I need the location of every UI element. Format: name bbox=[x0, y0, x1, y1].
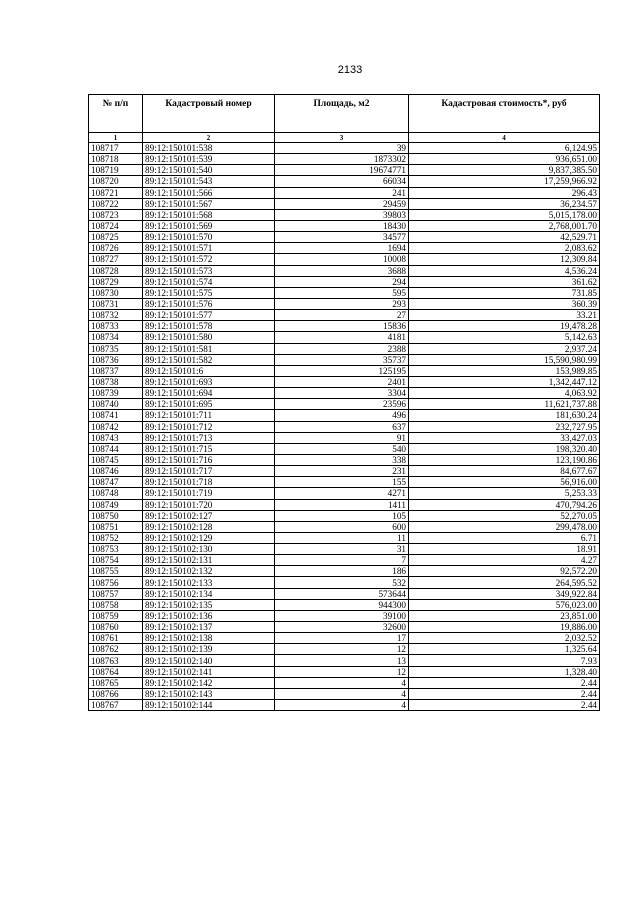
column-number: 3 bbox=[275, 133, 409, 143]
area-cell: 1411 bbox=[275, 499, 409, 510]
cadastral-value-cell: 1,325.64 bbox=[409, 644, 600, 655]
cadastral-value-cell: 23,851.00 bbox=[409, 610, 600, 621]
cadastral-value-cell: 2,768,001.70 bbox=[409, 220, 600, 231]
row-number-cell: 108760 bbox=[89, 622, 143, 633]
table-row bbox=[89, 688, 600, 699]
area-cell: 19674771 bbox=[275, 165, 409, 176]
cadastral-number-cell: 89:12:150102:127 bbox=[143, 510, 275, 521]
area-cell: 18430 bbox=[275, 220, 409, 231]
cadastral-value-cell: 296.43 bbox=[409, 187, 600, 198]
table-row bbox=[89, 276, 600, 287]
cadastral-value-cell: 2,083.62 bbox=[409, 243, 600, 254]
row-number-cell: 108718 bbox=[89, 154, 143, 165]
cadastral-number-cell: 89:12:150101:720 bbox=[143, 499, 275, 510]
cadastral-value-cell: 576,023.00 bbox=[409, 599, 600, 610]
cadastral-number-cell: 89:12:150101:567 bbox=[143, 198, 275, 209]
cadastral-value-cell: 2.44 bbox=[409, 700, 600, 711]
cadastral-value-cell: 36,234.57 bbox=[409, 198, 600, 209]
row-number-cell: 108759 bbox=[89, 610, 143, 621]
row-number-cell: 108735 bbox=[89, 343, 143, 354]
cadastral-number-cell: 89:12:150101:582 bbox=[143, 354, 275, 365]
row-number-cell: 108734 bbox=[89, 332, 143, 343]
area-cell: 125195 bbox=[275, 365, 409, 376]
table-row bbox=[89, 165, 600, 176]
cadastral-number-cell: 89:12:150101:718 bbox=[143, 477, 275, 488]
cadastral-value-cell: 12,309.84 bbox=[409, 254, 600, 265]
row-number-cell: 108751 bbox=[89, 521, 143, 532]
area-cell: 105 bbox=[275, 510, 409, 521]
cadastral-value-cell: 4,536.24 bbox=[409, 265, 600, 276]
cadastral-number-cell: 89:12:150101:716 bbox=[143, 454, 275, 465]
area-cell: 4 bbox=[275, 688, 409, 699]
row-number-cell: 108748 bbox=[89, 488, 143, 499]
cadastral-value-cell: 123,190.86 bbox=[409, 454, 600, 465]
cadastral-table bbox=[88, 94, 600, 711]
area-cell: 17 bbox=[275, 633, 409, 644]
row-number-cell: 108761 bbox=[89, 633, 143, 644]
table-row bbox=[89, 488, 600, 499]
row-number-cell: 108740 bbox=[89, 399, 143, 410]
cadastral-value-cell: 9,837,385.50 bbox=[409, 165, 600, 176]
row-number-cell: 108727 bbox=[89, 254, 143, 265]
area-cell: 39 bbox=[275, 143, 409, 154]
row-number-cell: 108722 bbox=[89, 198, 143, 209]
area-cell: 12 bbox=[275, 644, 409, 655]
area-cell: 27 bbox=[275, 310, 409, 321]
row-number-cell: 108742 bbox=[89, 421, 143, 432]
table-row bbox=[89, 700, 600, 711]
table-row bbox=[89, 432, 600, 443]
cadastral-value-cell: 17,259,966.92 bbox=[409, 176, 600, 187]
table-row bbox=[89, 143, 600, 154]
area-cell: 186 bbox=[275, 566, 409, 577]
cadastral-value-cell: 7.93 bbox=[409, 655, 600, 666]
area-cell: 3304 bbox=[275, 388, 409, 399]
cadastral-number-cell: 89:12:150101:569 bbox=[143, 220, 275, 231]
table-row bbox=[89, 198, 600, 209]
table-row bbox=[89, 610, 600, 621]
table-row bbox=[89, 376, 600, 387]
area-cell: 11 bbox=[275, 532, 409, 543]
table-row bbox=[89, 399, 600, 410]
table-row bbox=[89, 666, 600, 677]
row-number-cell: 108733 bbox=[89, 321, 143, 332]
table-row bbox=[89, 555, 600, 566]
cadastral-number-cell: 89:12:150101:715 bbox=[143, 443, 275, 454]
cadastral-number-cell: 89:12:150102:132 bbox=[143, 566, 275, 577]
cadastral-number-cell: 89:12:150101:580 bbox=[143, 332, 275, 343]
row-number-cell: 108731 bbox=[89, 298, 143, 309]
area-cell: 4271 bbox=[275, 488, 409, 499]
cadastral-number-cell: 89:12:150101:719 bbox=[143, 488, 275, 499]
cadastral-value-cell: 1,342,447.12 bbox=[409, 376, 600, 387]
column-number: 2 bbox=[143, 133, 275, 143]
table-row bbox=[89, 588, 600, 599]
row-number-cell: 108753 bbox=[89, 544, 143, 555]
row-number-cell: 108737 bbox=[89, 365, 143, 376]
cadastral-number-cell: 89:12:150101:538 bbox=[143, 143, 275, 154]
table-row bbox=[89, 499, 600, 510]
row-number-cell: 108724 bbox=[89, 220, 143, 231]
row-number-cell: 108749 bbox=[89, 499, 143, 510]
cadastral-number-cell: 89:12:150102:139 bbox=[143, 644, 275, 655]
table-row bbox=[89, 287, 600, 298]
row-number-cell: 108764 bbox=[89, 666, 143, 677]
area-cell: 155 bbox=[275, 477, 409, 488]
row-number-cell: 108750 bbox=[89, 510, 143, 521]
table-row bbox=[89, 310, 600, 321]
table-row bbox=[89, 265, 600, 276]
cadastral-number-cell: 89:12:150102:134 bbox=[143, 588, 275, 599]
cadastral-value-cell: 6.71 bbox=[409, 532, 600, 543]
row-number-cell: 108746 bbox=[89, 466, 143, 477]
area-cell: 15836 bbox=[275, 321, 409, 332]
area-cell: 2388 bbox=[275, 343, 409, 354]
table-row bbox=[89, 477, 600, 488]
table-row bbox=[89, 220, 600, 231]
header-area: Площадь, м2 bbox=[275, 95, 409, 133]
area-cell: 91 bbox=[275, 432, 409, 443]
cadastral-number-cell: 89:12:150102:142 bbox=[143, 677, 275, 688]
cadastral-number-cell: 89:12:150102:143 bbox=[143, 688, 275, 699]
cadastral-value-cell: 19,886.00 bbox=[409, 622, 600, 633]
table-row bbox=[89, 544, 600, 555]
cadastral-value-cell: 936,651.00 bbox=[409, 154, 600, 165]
cadastral-value-cell: 19,478.28 bbox=[409, 321, 600, 332]
table-row bbox=[89, 243, 600, 254]
row-number-cell: 108738 bbox=[89, 376, 143, 387]
cadastral-value-cell: 2.44 bbox=[409, 677, 600, 688]
row-number-cell: 108739 bbox=[89, 388, 143, 399]
table-body bbox=[89, 143, 600, 711]
table-row bbox=[89, 154, 600, 165]
area-cell: 1694 bbox=[275, 243, 409, 254]
table-row bbox=[89, 510, 600, 521]
cadastral-number-cell: 89:12:150101:713 bbox=[143, 432, 275, 443]
area-cell: 338 bbox=[275, 454, 409, 465]
cadastral-number-cell: 89:12:150101:540 bbox=[143, 165, 275, 176]
cadastral-number-cell: 89:12:150101:712 bbox=[143, 421, 275, 432]
area-cell: 2401 bbox=[275, 376, 409, 387]
table-row bbox=[89, 298, 600, 309]
area-cell: 4 bbox=[275, 700, 409, 711]
row-number-cell: 108758 bbox=[89, 599, 143, 610]
area-cell: 600 bbox=[275, 521, 409, 532]
cadastral-number-cell: 89:12:150101:568 bbox=[143, 209, 275, 220]
area-cell: 10008 bbox=[275, 254, 409, 265]
row-number-cell: 108717 bbox=[89, 143, 143, 154]
area-cell: 32600 bbox=[275, 622, 409, 633]
cadastral-value-cell: 5,142.63 bbox=[409, 332, 600, 343]
table-row bbox=[89, 633, 600, 644]
area-cell: 39100 bbox=[275, 610, 409, 621]
cadastral-number-cell: 89:12:150101:573 bbox=[143, 265, 275, 276]
header-row-number: № п/п bbox=[89, 95, 143, 133]
area-cell: 293 bbox=[275, 298, 409, 309]
cadastral-value-cell: 33,427.03 bbox=[409, 432, 600, 443]
cadastral-value-cell: 52,270.05 bbox=[409, 510, 600, 521]
table-row bbox=[89, 466, 600, 477]
cadastral-value-cell: 232,727.95 bbox=[409, 421, 600, 432]
row-number-cell: 108745 bbox=[89, 454, 143, 465]
cadastral-number-cell: 89:12:150102:131 bbox=[143, 555, 275, 566]
table-row bbox=[89, 677, 600, 688]
table-row bbox=[89, 388, 600, 399]
table-row bbox=[89, 655, 600, 666]
cadastral-number-cell: 89:12:150102:138 bbox=[143, 633, 275, 644]
cadastral-number-cell: 89:12:150101:711 bbox=[143, 410, 275, 421]
cadastral-value-cell: 5,015,178.00 bbox=[409, 209, 600, 220]
cadastral-value-cell: 1,328.40 bbox=[409, 666, 600, 677]
cadastral-number-cell: 89:12:150101:581 bbox=[143, 343, 275, 354]
cadastral-value-cell: 15,590,980.99 bbox=[409, 354, 600, 365]
cadastral-value-cell: 84,677.67 bbox=[409, 466, 600, 477]
table-row bbox=[89, 521, 600, 532]
row-number-cell: 108720 bbox=[89, 176, 143, 187]
cadastral-number-cell: 89:12:150102:129 bbox=[143, 532, 275, 543]
cadastral-value-cell: 2.44 bbox=[409, 688, 600, 699]
area-cell: 66034 bbox=[275, 176, 409, 187]
row-number-cell: 108754 bbox=[89, 555, 143, 566]
area-cell: 241 bbox=[275, 187, 409, 198]
area-cell: 4181 bbox=[275, 332, 409, 343]
row-number-cell: 108726 bbox=[89, 243, 143, 254]
row-number-cell: 108762 bbox=[89, 644, 143, 655]
area-cell: 12 bbox=[275, 666, 409, 677]
row-number-cell: 108728 bbox=[89, 265, 143, 276]
cadastral-value-cell: 299,478.00 bbox=[409, 521, 600, 532]
cadastral-value-cell: 5,253.33 bbox=[409, 488, 600, 499]
cadastral-number-cell: 89:12:150102:135 bbox=[143, 599, 275, 610]
area-cell: 231 bbox=[275, 466, 409, 477]
cadastral-value-cell: 731.85 bbox=[409, 287, 600, 298]
cadastral-value-cell: 349,922.84 bbox=[409, 588, 600, 599]
row-number-cell: 108763 bbox=[89, 655, 143, 666]
cadastral-number-cell: 89:12:150102:141 bbox=[143, 666, 275, 677]
table-row bbox=[89, 577, 600, 588]
cadastral-number-cell: 89:12:150101:693 bbox=[143, 376, 275, 387]
cadastral-number-cell: 89:12:150101:577 bbox=[143, 310, 275, 321]
cadastral-number-cell: 89:12:150102:144 bbox=[143, 700, 275, 711]
table-row bbox=[89, 365, 600, 376]
row-number-cell: 108741 bbox=[89, 410, 143, 421]
cadastral-number-cell: 89:12:150101:543 bbox=[143, 176, 275, 187]
cadastral-number-cell: 89:12:150101:566 bbox=[143, 187, 275, 198]
cadastral-value-cell: 153,989.85 bbox=[409, 365, 600, 376]
area-cell: 31 bbox=[275, 544, 409, 555]
row-number-cell: 108719 bbox=[89, 165, 143, 176]
cadastral-value-cell: 18.91 bbox=[409, 544, 600, 555]
column-number: 4 bbox=[409, 133, 600, 143]
cadastral-number-cell: 89:12:150101:694 bbox=[143, 388, 275, 399]
header-cadastral-value: Кадастровая стоимость*, руб bbox=[409, 95, 600, 133]
table-row bbox=[89, 410, 600, 421]
column-number: 1 bbox=[89, 133, 143, 143]
area-cell: 29459 bbox=[275, 198, 409, 209]
cadastral-number-cell: 89:12:150101:695 bbox=[143, 399, 275, 410]
table-row bbox=[89, 254, 600, 265]
cadastral-value-cell: 2,032.52 bbox=[409, 633, 600, 644]
cadastral-number-cell: 89:12:150101:571 bbox=[143, 243, 275, 254]
table-row bbox=[89, 354, 600, 365]
row-number-cell: 108736 bbox=[89, 354, 143, 365]
table-header-row bbox=[89, 95, 600, 133]
area-cell: 573644 bbox=[275, 588, 409, 599]
row-number-cell: 108752 bbox=[89, 532, 143, 543]
cadastral-number-cell: 89:12:150101:575 bbox=[143, 287, 275, 298]
cadastral-value-cell: 42,529.71 bbox=[409, 232, 600, 243]
page-number: 2133 bbox=[337, 64, 363, 76]
cadastral-number-cell: 89:12:150102:130 bbox=[143, 544, 275, 555]
area-cell: 23596 bbox=[275, 399, 409, 410]
header-cadastral-number: Кадастровый номер bbox=[143, 95, 275, 133]
row-number-cell: 108757 bbox=[89, 588, 143, 599]
table-row bbox=[89, 532, 600, 543]
area-cell: 1873302 bbox=[275, 154, 409, 165]
table-row bbox=[89, 421, 600, 432]
row-number-cell: 108756 bbox=[89, 577, 143, 588]
row-number-cell: 108755 bbox=[89, 566, 143, 577]
row-number-cell: 108723 bbox=[89, 209, 143, 220]
cadastral-number-cell: 89:12:150102:136 bbox=[143, 610, 275, 621]
table-row bbox=[89, 187, 600, 198]
cadastral-number-cell: 89:12:150101:539 bbox=[143, 154, 275, 165]
cadastral-value-cell: 56,916.00 bbox=[409, 477, 600, 488]
table-row bbox=[89, 209, 600, 220]
cadastral-number-cell: 89:12:150101:578 bbox=[143, 321, 275, 332]
table-row bbox=[89, 176, 600, 187]
cadastral-number-cell: 89:12:150101:574 bbox=[143, 276, 275, 287]
row-number-cell: 108747 bbox=[89, 477, 143, 488]
row-number-cell: 108721 bbox=[89, 187, 143, 198]
cadastral-number-cell: 89:12:150101:576 bbox=[143, 298, 275, 309]
row-number-cell: 108765 bbox=[89, 677, 143, 688]
area-cell: 4 bbox=[275, 677, 409, 688]
cadastral-number-cell: 89:12:150102:137 bbox=[143, 622, 275, 633]
cadastral-number-cell: 89:12:150101:6 bbox=[143, 365, 275, 376]
table-row bbox=[89, 599, 600, 610]
area-cell: 3688 bbox=[275, 265, 409, 276]
row-number-cell: 108767 bbox=[89, 700, 143, 711]
area-cell: 7 bbox=[275, 555, 409, 566]
cadastral-number-cell: 89:12:150101:572 bbox=[143, 254, 275, 265]
cadastral-value-cell: 181,630.24 bbox=[409, 410, 600, 421]
area-cell: 34577 bbox=[275, 232, 409, 243]
table-row bbox=[89, 343, 600, 354]
table-row bbox=[89, 332, 600, 343]
row-number-cell: 108729 bbox=[89, 276, 143, 287]
cadastral-value-cell: 361.62 bbox=[409, 276, 600, 287]
cadastral-value-cell: 6,124.95 bbox=[409, 143, 600, 154]
table-row bbox=[89, 622, 600, 633]
cadastral-value-cell: 92,572.20 bbox=[409, 566, 600, 577]
row-number-cell: 108730 bbox=[89, 287, 143, 298]
table-row bbox=[89, 321, 600, 332]
row-number-cell: 108743 bbox=[89, 432, 143, 443]
table-row bbox=[89, 566, 600, 577]
cadastral-value-cell: 4,063.92 bbox=[409, 388, 600, 399]
table-row bbox=[89, 232, 600, 243]
cadastral-number-cell: 89:12:150102:140 bbox=[143, 655, 275, 666]
area-cell: 294 bbox=[275, 276, 409, 287]
area-cell: 944300 bbox=[275, 599, 409, 610]
cadastral-value-cell: 470,794.26 bbox=[409, 499, 600, 510]
cadastral-number-cell: 89:12:150101:570 bbox=[143, 232, 275, 243]
table-row bbox=[89, 454, 600, 465]
area-cell: 13 bbox=[275, 655, 409, 666]
cadastral-value-cell: 360.39 bbox=[409, 298, 600, 309]
cadastral-value-cell: 264,595.52 bbox=[409, 577, 600, 588]
area-cell: 637 bbox=[275, 421, 409, 432]
column-number-row bbox=[89, 133, 600, 143]
row-number-cell: 108744 bbox=[89, 443, 143, 454]
row-number-cell: 108766 bbox=[89, 688, 143, 699]
cadastral-value-cell: 11,621,737.88 bbox=[409, 399, 600, 410]
cadastral-value-cell: 2,937.24 bbox=[409, 343, 600, 354]
cadastral-number-cell: 89:12:150102:128 bbox=[143, 521, 275, 532]
cadastral-value-cell: 4.27 bbox=[409, 555, 600, 566]
area-cell: 595 bbox=[275, 287, 409, 298]
cadastral-value-cell: 33.21 bbox=[409, 310, 600, 321]
area-cell: 35737 bbox=[275, 354, 409, 365]
table-row bbox=[89, 443, 600, 454]
cadastral-number-cell: 89:12:150102:133 bbox=[143, 577, 275, 588]
cadastral-number-cell: 89:12:150101:717 bbox=[143, 466, 275, 477]
area-cell: 532 bbox=[275, 577, 409, 588]
row-number-cell: 108732 bbox=[89, 310, 143, 321]
row-number-cell: 108725 bbox=[89, 232, 143, 243]
area-cell: 496 bbox=[275, 410, 409, 421]
area-cell: 540 bbox=[275, 443, 409, 454]
cadastral-value-cell: 198,320.40 bbox=[409, 443, 600, 454]
table-row bbox=[89, 644, 600, 655]
area-cell: 39803 bbox=[275, 209, 409, 220]
